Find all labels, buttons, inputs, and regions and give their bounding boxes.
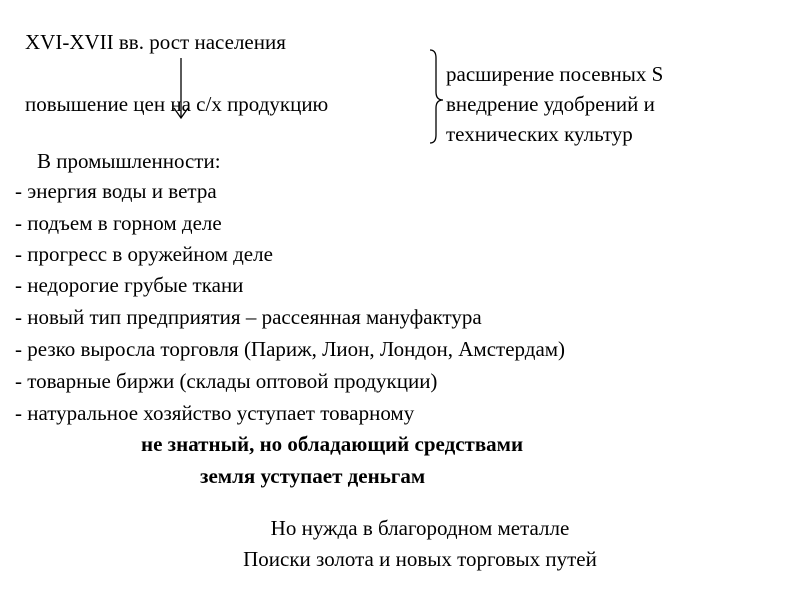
topic-title: XVI-XVII вв. рост населения: [25, 30, 286, 54]
industry-item-8: - натуральное хозяйство уступает товарному: [15, 401, 415, 425]
bracket-item-3: технических культур: [446, 122, 633, 146]
right-brace: [430, 50, 443, 143]
emphasis-line-2: земля уступает деньгам: [200, 464, 426, 488]
price-rise-text: повышение цен на с/х продукцию: [25, 92, 329, 116]
bracket-item-2: внедрение удобрений и: [446, 92, 655, 116]
emphasis-line-1: не знатный, но обладающий средствами: [141, 432, 524, 456]
conclusion-line-2: Поиски золота и новых торговых путей: [243, 547, 597, 571]
industry-item-3: - прогресс в оружейном деле: [15, 242, 273, 266]
industry-item-2: - подъем в горном деле: [15, 211, 222, 235]
industry-item-4: - недорогие грубые ткани: [15, 273, 244, 297]
industry-item-7: - товарные биржи (склады оптовой продукции): [15, 369, 438, 393]
industry-heading: В промышленности:: [37, 149, 221, 173]
industry-item-6: - резко выросла торговля (Париж, Лион, Лондон, Амстердам): [15, 337, 566, 361]
bracket-item-1: расширение посевных S: [446, 62, 664, 86]
industry-item-1: - энергия воды и ветра: [15, 179, 217, 203]
industry-item-5: - новый тип предприятия – рассеянная мануфактура: [15, 305, 482, 329]
conclusion-line-1: Но нужда в благородном металле: [270, 516, 570, 540]
